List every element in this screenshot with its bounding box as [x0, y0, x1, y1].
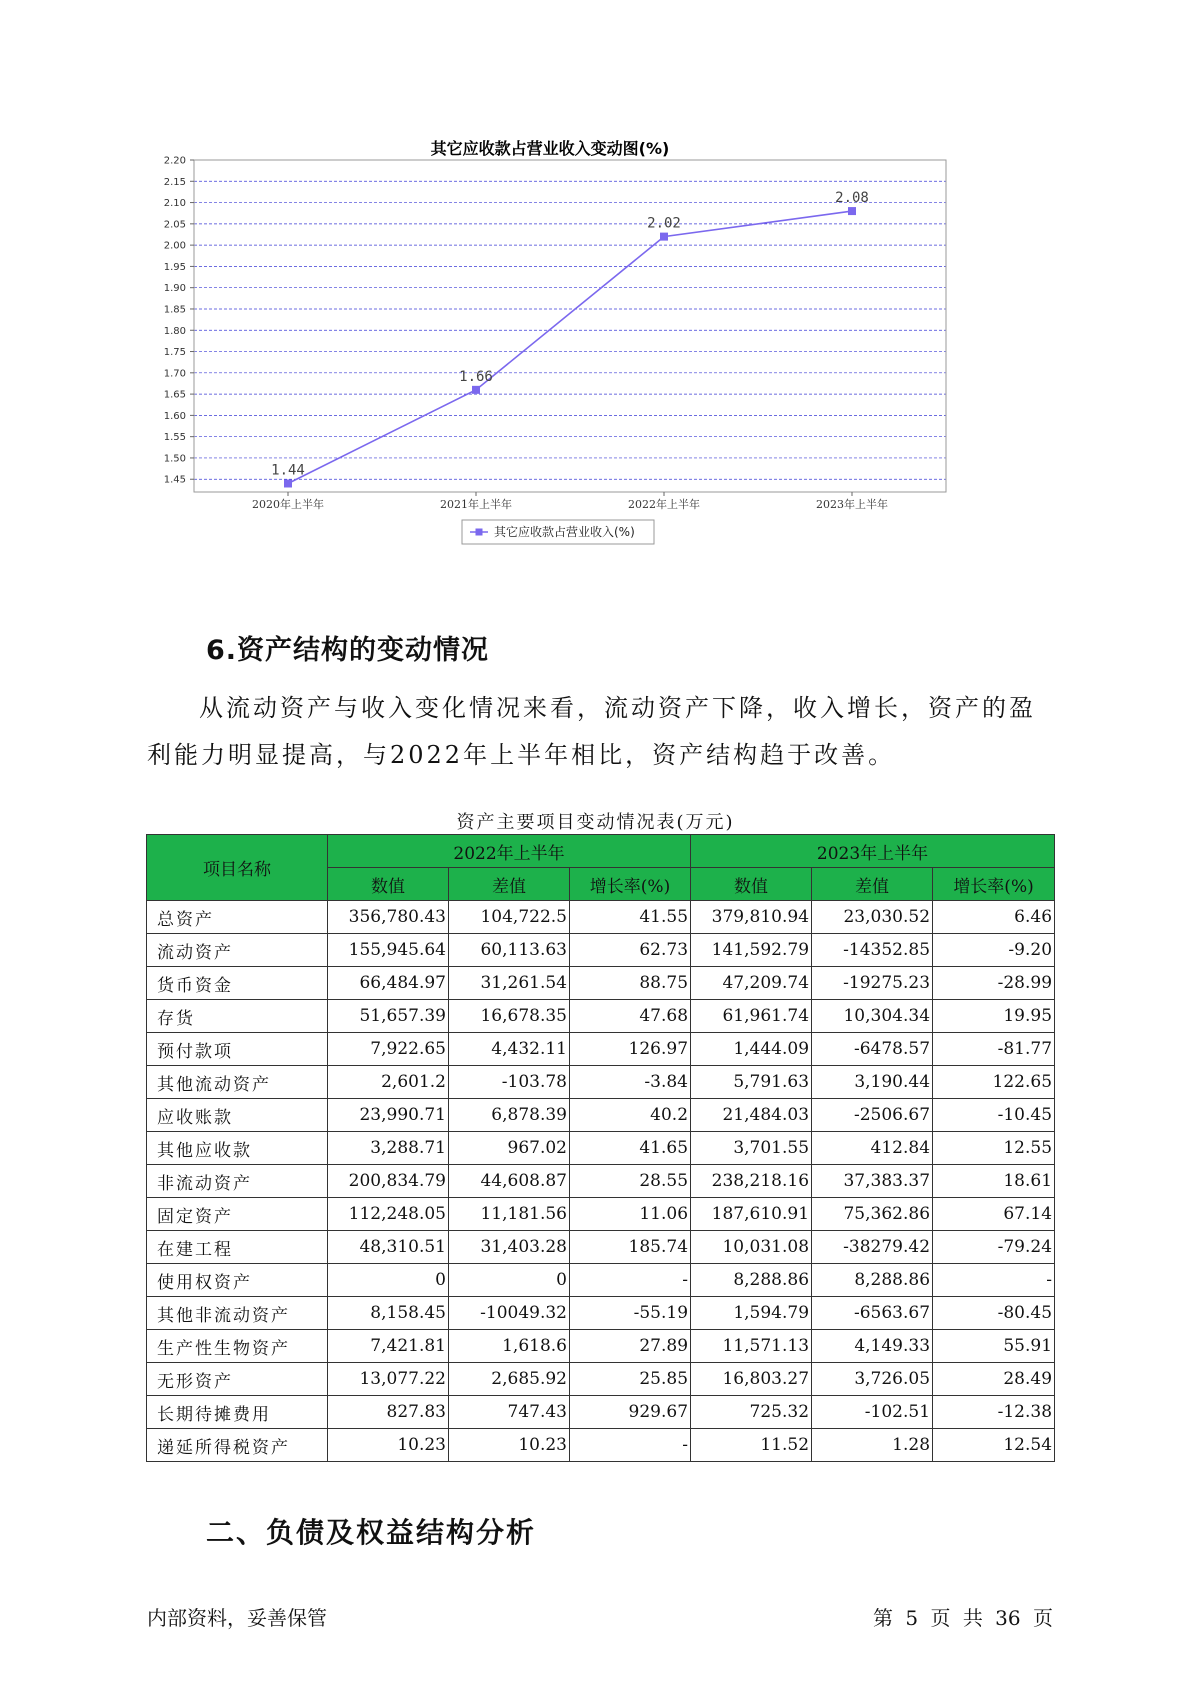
- table-cell: 75,362.86: [812, 1198, 933, 1231]
- table-cell: 747.43: [449, 1396, 570, 1429]
- table-cell: 8,158.45: [328, 1297, 449, 1330]
- table-cell: -12.38: [933, 1396, 1055, 1429]
- table-row: [147, 1264, 1055, 1297]
- table-cell: 122.65: [933, 1066, 1055, 1099]
- table-cell: 6,878.39: [449, 1099, 570, 1132]
- header-growth: 增长率(%): [933, 868, 1055, 901]
- legend-swatch-marker: [476, 529, 483, 536]
- chart-grid: [194, 160, 946, 479]
- table-cell: -: [570, 1429, 691, 1462]
- table-cell: 104,722.5: [449, 901, 570, 934]
- table-cell: 3,726.05: [812, 1363, 933, 1396]
- table-cell: 13,077.22: [328, 1363, 449, 1396]
- table-cell: 23,990.71: [328, 1099, 449, 1132]
- row-label: 无形资产: [147, 1363, 328, 1396]
- table-cell: 200,834.79: [328, 1165, 449, 1198]
- table-cell: 11,571.13: [691, 1330, 812, 1363]
- row-label: 总资产: [147, 901, 328, 934]
- table-cell: -81.77: [933, 1033, 1055, 1066]
- table-cell: 2,601.2: [328, 1066, 449, 1099]
- table-cell: -103.78: [449, 1066, 570, 1099]
- table-cell: 187,610.91: [691, 1198, 812, 1231]
- table-row: [147, 967, 1055, 1000]
- table-cell: -3.84: [570, 1066, 691, 1099]
- table-row: [147, 1132, 1055, 1165]
- data-label: 1.44: [271, 462, 305, 479]
- table-cell: -2506.67: [812, 1099, 933, 1132]
- assets-table: [146, 834, 1055, 1462]
- y-tick-label: 2.15: [163, 176, 186, 188]
- chart-series: [271, 190, 869, 487]
- table-cell: 929.67: [570, 1396, 691, 1429]
- x-tick-label: 2022年上半年: [628, 498, 700, 511]
- row-label: 应收账款: [147, 1099, 328, 1132]
- table-cell: 23,030.52: [812, 901, 933, 934]
- table-cell: -6563.67: [812, 1297, 933, 1330]
- table-row: [147, 901, 1055, 934]
- y-tick-label: 1.65: [163, 389, 186, 401]
- series-line: [288, 211, 852, 483]
- header-diff: 差值: [812, 868, 933, 901]
- table-cell: 41.55: [570, 901, 691, 934]
- table-cell: 31,403.28: [449, 1231, 570, 1264]
- table-cell: 238,218.16: [691, 1165, 812, 1198]
- table-cell: 725.32: [691, 1396, 812, 1429]
- table-cell: 28.55: [570, 1165, 691, 1198]
- table-cell: -19275.23: [812, 967, 933, 1000]
- x-tick-label: 2020年上半年: [252, 498, 324, 511]
- data-point: [660, 233, 668, 241]
- table-row: [147, 1033, 1055, 1066]
- row-label: 使用权资产: [147, 1264, 328, 1297]
- table-row: [147, 1000, 1055, 1033]
- table-cell: 412.84: [812, 1132, 933, 1165]
- table-cell: 37,383.37: [812, 1165, 933, 1198]
- data-point: [848, 207, 856, 215]
- y-tick-label: 1.80: [163, 325, 186, 337]
- table-cell: 48,310.51: [328, 1231, 449, 1264]
- table-cell: 2,685.92: [449, 1363, 570, 1396]
- table-cell: 31,261.54: [449, 967, 570, 1000]
- table-cell: 12.54: [933, 1429, 1055, 1462]
- table-row: [147, 1297, 1055, 1330]
- row-label: 存货: [147, 1000, 328, 1033]
- table-cell: 967.02: [449, 1132, 570, 1165]
- chart-legend: [462, 520, 654, 544]
- table-cell: 40.2: [570, 1099, 691, 1132]
- header-item-name: 项目名称: [147, 835, 328, 901]
- table-cell: 3,701.55: [691, 1132, 812, 1165]
- table-cell: -: [570, 1264, 691, 1297]
- legend-label: 其它应收款占营业收入(%): [494, 525, 635, 539]
- table-cell: -80.45: [933, 1297, 1055, 1330]
- footer-note: 内部资料，妥善保管: [147, 1606, 327, 1630]
- table-cell: 827.83: [328, 1396, 449, 1429]
- table-cell: 0: [449, 1264, 570, 1297]
- table-cell: 3,190.44: [812, 1066, 933, 1099]
- y-tick-label: 1.70: [163, 368, 186, 380]
- table-body: [147, 901, 1055, 1462]
- y-tick-label: 2.20: [163, 155, 186, 167]
- table-cell: 10.23: [328, 1429, 449, 1462]
- header-diff: 差值: [449, 868, 570, 901]
- table-title: 资产主要项目变动情况表(万元): [456, 812, 735, 833]
- table-cell: 19.95: [933, 1000, 1055, 1033]
- table-cell: 18.61: [933, 1165, 1055, 1198]
- table-cell: 28.49: [933, 1363, 1055, 1396]
- line-chart: [140, 138, 1040, 598]
- table-cell: 60,113.63: [449, 934, 570, 967]
- y-tick-label: 1.50: [163, 453, 186, 465]
- row-label: 在建工程: [147, 1231, 328, 1264]
- table-cell: -28.99: [933, 967, 1055, 1000]
- table-cell: 356,780.43: [328, 901, 449, 934]
- header-value: 数值: [328, 868, 449, 901]
- y-tick-label: 2.10: [163, 198, 186, 210]
- table-cell: 6.46: [933, 901, 1055, 934]
- table-cell: 10,304.34: [812, 1000, 933, 1033]
- y-tick-label: 2.00: [163, 240, 186, 252]
- x-tick-label: 2023年上半年: [816, 498, 888, 511]
- table-cell: -6478.57: [812, 1033, 933, 1066]
- table-row: [147, 1429, 1055, 1462]
- table-cell: 21,484.03: [691, 1099, 812, 1132]
- table-cell: -9.20: [933, 934, 1055, 967]
- table-cell: -: [933, 1264, 1055, 1297]
- table-cell: 10,031.08: [691, 1231, 812, 1264]
- table-cell: 10.23: [449, 1429, 570, 1462]
- table-cell: 126.97: [570, 1033, 691, 1066]
- table-cell: 16,678.35: [449, 1000, 570, 1033]
- y-tick-label: 1.85: [163, 304, 186, 316]
- table-cell: 185.74: [570, 1231, 691, 1264]
- y-tick-label: 1.55: [163, 432, 186, 444]
- row-label: 货币资金: [147, 967, 328, 1000]
- table-cell: 1,444.09: [691, 1033, 812, 1066]
- table-cell: -10049.32: [449, 1297, 570, 1330]
- table-cell: 25.85: [570, 1363, 691, 1396]
- table-cell: 7,421.81: [328, 1330, 449, 1363]
- table-cell: 11.06: [570, 1198, 691, 1231]
- row-label: 递延所得税资产: [147, 1429, 328, 1462]
- table-cell: -14352.85: [812, 934, 933, 967]
- row-label: 长期待摊费用: [147, 1396, 328, 1429]
- data-point: [472, 386, 480, 394]
- x-tick-label: 2021年上半年: [440, 498, 512, 511]
- table-cell: 51,657.39: [328, 1000, 449, 1033]
- table-cell: 11,181.56: [449, 1198, 570, 1231]
- table-row: [147, 1396, 1055, 1429]
- table-row: [147, 1330, 1055, 1363]
- table-row: [147, 1231, 1055, 1264]
- y-tick-label: 1.95: [163, 261, 186, 273]
- table-cell: 8,288.86: [812, 1264, 933, 1297]
- table-cell: -55.19: [570, 1297, 691, 1330]
- table-cell: 66,484.97: [328, 967, 449, 1000]
- table-cell: 47,209.74: [691, 967, 812, 1000]
- table-cell: 88.75: [570, 967, 691, 1000]
- row-label: 其他流动资产: [147, 1066, 328, 1099]
- table-row: [147, 1198, 1055, 1231]
- table-cell: 1,618.6: [449, 1330, 570, 1363]
- header-group-2023: 2023年上半年: [691, 835, 1055, 868]
- table-cell: 5,791.63: [691, 1066, 812, 1099]
- y-tick-label: 2.05: [163, 219, 186, 231]
- data-label: 2.08: [835, 190, 869, 207]
- data-label: 2.02: [647, 215, 681, 232]
- table-cell: 3,288.71: [328, 1132, 449, 1165]
- table-cell: 44,608.87: [449, 1165, 570, 1198]
- table-cell: 141,592.79: [691, 934, 812, 967]
- table-cell: 12.55: [933, 1132, 1055, 1165]
- table-cell: 1,594.79: [691, 1297, 812, 1330]
- table-cell: 16,803.27: [691, 1363, 812, 1396]
- table-cell: 41.65: [570, 1132, 691, 1165]
- row-label: 固定资产: [147, 1198, 328, 1231]
- table-cell: 27.89: [570, 1330, 691, 1363]
- table-row: [147, 1066, 1055, 1099]
- chart-title: 其它应收款占营业收入变动图(%): [430, 139, 670, 158]
- y-tick-label: 1.90: [163, 283, 186, 295]
- table-cell: 4,149.33: [812, 1330, 933, 1363]
- page-number: 第 5 页 共 36 页: [873, 1606, 1053, 1630]
- section-paragraph: 从流动资产与收入变化情况来看，流动资产下降，收入增长，资产的盈利能力明显提高，与2022年上半年相比，资产结构趋于改善。: [147, 694, 1036, 769]
- table-row: [147, 1165, 1055, 1198]
- table-cell: 1.28: [812, 1429, 933, 1462]
- table-row: [147, 1099, 1055, 1132]
- y-tick-label: 1.60: [163, 410, 186, 422]
- table-cell: 7,922.65: [328, 1033, 449, 1066]
- table-cell: 47.68: [570, 1000, 691, 1033]
- table-cell: 11.52: [691, 1429, 812, 1462]
- data-label: 1.66: [459, 368, 493, 385]
- y-tick-label: 1.45: [163, 474, 186, 486]
- table-cell: 379,810.94: [691, 901, 812, 934]
- row-label: 生产性生物资产: [147, 1330, 328, 1363]
- row-label: 其他非流动资产: [147, 1297, 328, 1330]
- table-cell: 4,432.11: [449, 1033, 570, 1066]
- table-header-row: [147, 835, 1055, 868]
- row-label: 非流动资产: [147, 1165, 328, 1198]
- row-label: 预付款项: [147, 1033, 328, 1066]
- plot-frame: [194, 160, 946, 492]
- table-cell: -10.45: [933, 1099, 1055, 1132]
- section-heading: 6.资产结构的变动情况: [206, 635, 490, 666]
- header-growth: 增长率(%): [570, 868, 691, 901]
- chart-svg: [140, 138, 1040, 598]
- section-heading: 二、负债及权益结构分析: [206, 1516, 537, 1549]
- table-cell: 112,248.05: [328, 1198, 449, 1231]
- header-group-2022: 2022年上半年: [328, 835, 691, 868]
- table-cell: -102.51: [812, 1396, 933, 1429]
- y-tick-label: 1.75: [163, 347, 186, 359]
- header-value: 数值: [691, 868, 812, 901]
- table-cell: 0: [328, 1264, 449, 1297]
- data-point: [284, 479, 292, 487]
- table-cell: 55.91: [933, 1330, 1055, 1363]
- table-cell: 155,945.64: [328, 934, 449, 967]
- table-row: [147, 1363, 1055, 1396]
- table-cell: 67.14: [933, 1198, 1055, 1231]
- table-cell: 61,961.74: [691, 1000, 812, 1033]
- table-row: [147, 934, 1055, 967]
- table-cell: -38279.42: [812, 1231, 933, 1264]
- row-label: 其他应收款: [147, 1132, 328, 1165]
- table-cell: 8,288.86: [691, 1264, 812, 1297]
- table-cell: 62.73: [570, 934, 691, 967]
- row-label: 流动资产: [147, 934, 328, 967]
- table-cell: -79.24: [933, 1231, 1055, 1264]
